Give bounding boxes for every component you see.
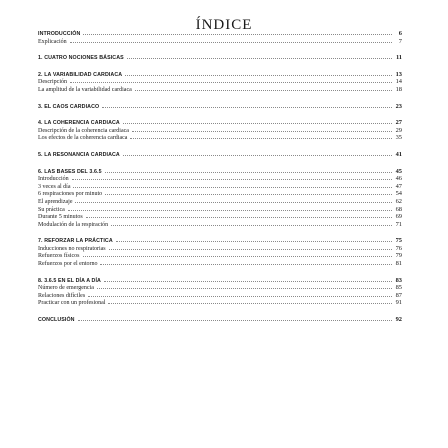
page-number: 62 (395, 197, 402, 205)
subsection-title: Descripción de la coherencia cardiaca (38, 127, 129, 134)
toc-subsection-entry (38, 86, 402, 94)
toc-chapter-entry (38, 54, 402, 62)
toc-chapter-entry (38, 237, 402, 245)
toc-subsection-entry (38, 245, 402, 253)
toc-subsection-entry (38, 284, 402, 292)
toc-chapter-entry (38, 316, 402, 324)
dot-leader (73, 187, 392, 188)
subsection-title: Introducción (38, 176, 69, 183)
dot-leader (88, 296, 392, 297)
dot-leader (83, 34, 392, 35)
dot-leader (68, 210, 392, 211)
dot-leader (135, 90, 392, 91)
dot-leader (70, 42, 392, 43)
toc-subsection-entry (38, 127, 402, 135)
page-number: 13 (395, 70, 402, 78)
toc-subsection-entry (38, 38, 402, 46)
toc-section (38, 151, 402, 159)
dot-leader (86, 217, 392, 218)
toc-section (38, 103, 402, 111)
toc-subsection-entry (38, 78, 402, 86)
dot-leader (109, 249, 392, 250)
chapter-title: INTRODUCCIÓN (38, 31, 81, 37)
dot-leader (70, 82, 392, 83)
page-number: 27 (395, 119, 402, 127)
toc-chapter-entry (38, 168, 402, 176)
toc-section (38, 30, 402, 45)
page-number: 11 (395, 54, 402, 62)
dot-leader (78, 320, 392, 321)
toc-section (38, 237, 402, 267)
page-number: 71 (395, 220, 402, 228)
dot-leader (75, 202, 392, 203)
subsection-title: Refuerzos por el entorno (38, 261, 98, 268)
dot-leader (123, 123, 392, 124)
page-number: 41 (395, 150, 402, 158)
subsection-title: 6 respiraciones por minuto (38, 191, 103, 198)
toc-chapter-entry (38, 71, 402, 79)
dot-leader (97, 288, 392, 289)
subsection-title: La amplitud de la variabilidad cardiaca (38, 86, 132, 93)
page-number: 23 (395, 102, 402, 110)
toc-chapter-entry (38, 277, 402, 285)
toc-section (38, 71, 402, 94)
toc-chapter-entry (38, 151, 402, 159)
chapter-title: 5. LA RESONANCIA CARDIACA (38, 151, 120, 158)
toc-subsection-entry (38, 183, 402, 191)
chapter-title: 1. CUATRO NOCIONES BÁSICAS (38, 55, 124, 62)
toc-subsection-entry (38, 175, 402, 183)
chapter-title: 6. LAS BASES DEL 3.6.5 (38, 168, 102, 175)
subsection-title: Número de emergencia (38, 285, 94, 292)
dot-leader (102, 107, 392, 108)
toc-section (38, 316, 402, 324)
toc-subsection-entry (38, 260, 402, 268)
toc-subsection-entry (38, 221, 402, 229)
toc-chapter-entry (38, 30, 402, 38)
dot-leader (105, 172, 392, 173)
page-number: 92 (395, 316, 402, 324)
dot-leader (127, 58, 392, 59)
toc-subsection-entry (38, 134, 402, 142)
page-number: 45 (395, 167, 402, 175)
dot-leader (72, 179, 392, 180)
dot-leader (111, 225, 392, 226)
table-of-contents (38, 30, 402, 333)
page-number: 14 (395, 78, 402, 86)
toc-chapter-entry (38, 103, 402, 111)
toc-subsection-entry (38, 190, 402, 198)
subsection-title: Modulación de la respiración (38, 221, 109, 228)
chapter-title: 3. EL CAOS CARDIACO (38, 103, 100, 110)
subsection-title: Los efectos de la coherencia cardiaca (38, 135, 128, 142)
subsection-title: Refuerzos físicos (38, 253, 80, 260)
subsection-title: Relaciones difíciles (38, 292, 86, 299)
dot-leader (105, 194, 392, 195)
subsection-title: Descripción (38, 79, 67, 86)
page-number: 75 (395, 237, 402, 245)
dot-leader (100, 264, 392, 265)
page-number: 69 (395, 213, 402, 221)
subsection-title: Durante 5 minutos (38, 214, 83, 221)
subsection-title: Practicar con un profesional (38, 300, 106, 307)
subsection-title: El aprendizaje (38, 198, 73, 205)
toc-chapter-entry (38, 119, 402, 127)
toc-section (38, 168, 402, 229)
dot-leader (130, 138, 392, 139)
page-number: 47 (395, 182, 402, 190)
chapter-title: 2. LA VARIABILIDAD CARDIACA (38, 71, 123, 78)
toc-subsection-entry (38, 299, 402, 307)
toc-subsection-entry (38, 213, 402, 221)
dot-leader (108, 303, 392, 304)
chapter-title: 8. 3.6.5 EN EL DÍA A DÍA (38, 277, 101, 284)
dot-leader (83, 256, 393, 257)
dot-leader (116, 241, 392, 242)
page-number: 79 (395, 252, 402, 260)
page-number: 85 (395, 284, 402, 292)
toc-subsection-entry (38, 198, 402, 206)
page-number: 91 (395, 299, 402, 307)
toc-subsection-entry (38, 206, 402, 214)
page-number: 76 (395, 244, 402, 252)
page-number: 18 (395, 85, 402, 93)
page-number: 7 (398, 37, 402, 45)
page-number: 68 (395, 205, 402, 213)
page-number: 54 (395, 190, 402, 198)
page-number: 83 (395, 276, 402, 284)
subsection-title: Explicación (38, 38, 67, 45)
page-title: ÍNDICE (195, 17, 253, 34)
page-number: 6 (398, 30, 402, 37)
page-number: 35 (395, 134, 402, 142)
dot-leader (123, 155, 392, 156)
subsection-title: Inducciones no respiratorias (38, 245, 106, 252)
dot-leader (125, 75, 392, 76)
dot-leader (104, 281, 392, 282)
toc-section (38, 277, 402, 307)
subsection-title: Su práctica (38, 206, 65, 213)
toc-subsection-entry (38, 252, 402, 260)
chapter-title: 4. LA COHERENCIA CARDIACA (38, 120, 120, 127)
page-number: 46 (395, 175, 402, 183)
page-number: 29 (395, 126, 402, 134)
subsection-title: 3 veces al día (38, 183, 71, 190)
chapter-title: CONCLUSIÓN (38, 317, 75, 324)
toc-section (38, 119, 402, 142)
page-number: 81 (395, 260, 402, 268)
toc-subsection-entry (38, 292, 402, 300)
toc-section (38, 54, 402, 62)
dot-leader (132, 131, 392, 132)
chapter-title: 7. REFORZAR LA PRÁCTICA (38, 238, 113, 245)
page-number: 87 (395, 291, 402, 299)
